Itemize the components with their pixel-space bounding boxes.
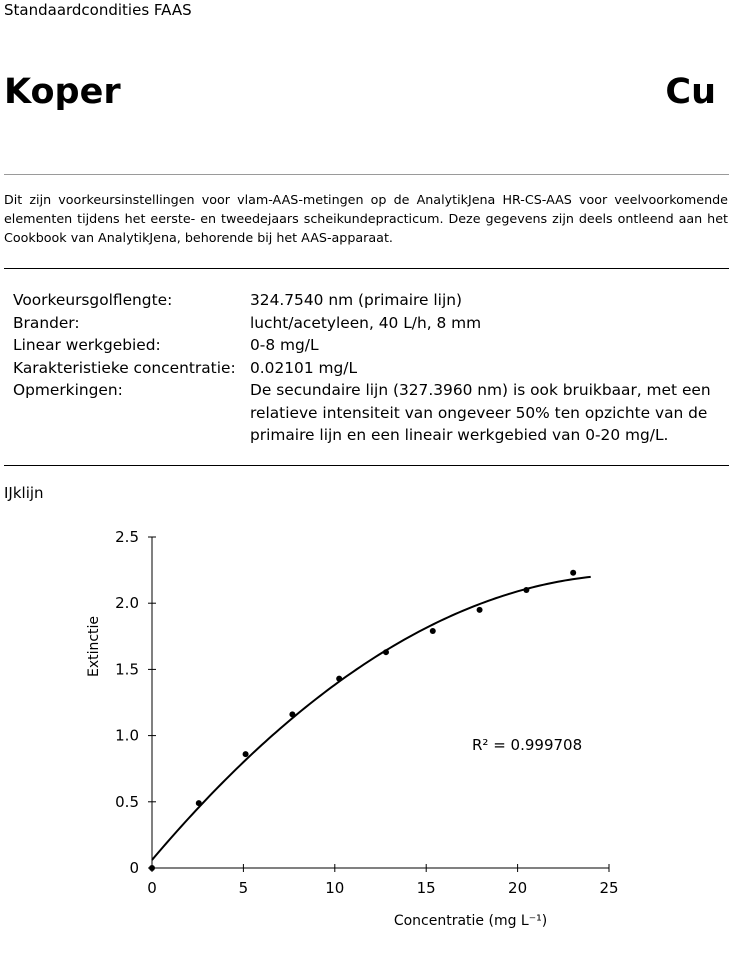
intro-paragraph: Dit zijn voorkeursinstellingen voor vlam-AAS-metingen op de AnalytikJena HR-CS-AAS voor veelvoorkomende elementen tijdens het eerste- en tweedejaars scheikundepracticum. Deze gegevens zijn deels ontleend aan het Cookbook van AnalytikJena, behorende bij het AAS-apparaat.: [4, 192, 728, 245]
divider-top: [4, 174, 729, 175]
data-point: [289, 711, 295, 717]
data-point: [430, 628, 436, 634]
properties-table: [13, 289, 720, 447]
header-label: Standaardcondities FAAS: [4, 1, 192, 19]
data-point: [523, 587, 529, 593]
element-name: Koper: [4, 72, 121, 112]
x-tick-label: 0: [147, 879, 157, 897]
y-tick-label: 2.0: [115, 594, 139, 613]
property-row-characteristic-concentration: [13, 357, 720, 380]
data-point: [243, 751, 249, 757]
property-row-remarks: [13, 379, 720, 447]
calibration-chart: [0, 500, 732, 950]
data-point: [477, 607, 483, 613]
data-point: [336, 676, 342, 682]
y-axis-label: Extinctie: [86, 615, 102, 678]
property-value: 324.7540 nm (primaire lijn): [250, 291, 462, 309]
calibration-section-label: IJklijn: [4, 484, 44, 502]
x-tick-label: 25: [599, 879, 619, 897]
property-key: Brander:: [13, 313, 80, 332]
r-squared-annotation: R² = 0.999708: [472, 736, 583, 754]
property-key: Opmerkingen:: [13, 381, 123, 399]
x-tick-label: 15: [416, 879, 436, 897]
y-tick-label: 1.0: [115, 726, 139, 745]
divider-bottom: [4, 465, 729, 466]
fit-curve: [152, 577, 591, 860]
data-point: [149, 865, 155, 871]
property-value: De secundaire lijn (327.3960 nm) is ook bruikbaar, met een relatieve intensiteit van ongeveer 50% ten opzichte van de primaire lijn en een lineair werkgebied van 0-20 mg/L.: [250, 381, 711, 444]
x-tick-label: 5: [238, 879, 249, 897]
x-tick-label: 20: [508, 879, 528, 897]
data-point: [570, 570, 576, 576]
property-key: Voorkeursgolflengte:: [13, 291, 173, 309]
y-tick-label: 2.5: [115, 528, 139, 546]
divider-middle: [4, 268, 729, 269]
x-axis-label: Concentratie (mg L⁻¹): [393, 913, 548, 929]
property-value: lucht/acetyleen, 40 L/h, 8 mm: [250, 313, 482, 332]
y-tick-label: 0: [129, 859, 139, 877]
property-key: Karakteristieke concentratie:: [13, 358, 236, 377]
property-row-burner: [13, 312, 720, 335]
property-key: Linear werkgebied:: [13, 336, 161, 354]
data-point: [383, 649, 389, 655]
element-symbol: Cu: [665, 72, 716, 112]
x-tick-label: 10: [325, 879, 345, 897]
property-value: 0-8 mg/L: [250, 336, 319, 354]
y-tick-label: 1.5: [115, 660, 139, 679]
data-point: [196, 800, 202, 806]
property-row-wavelength: [13, 289, 720, 312]
property-row-linear-range: [13, 334, 720, 357]
property-value: 0.02101 mg/L: [250, 358, 358, 377]
y-tick-label: 0.5: [115, 792, 139, 811]
